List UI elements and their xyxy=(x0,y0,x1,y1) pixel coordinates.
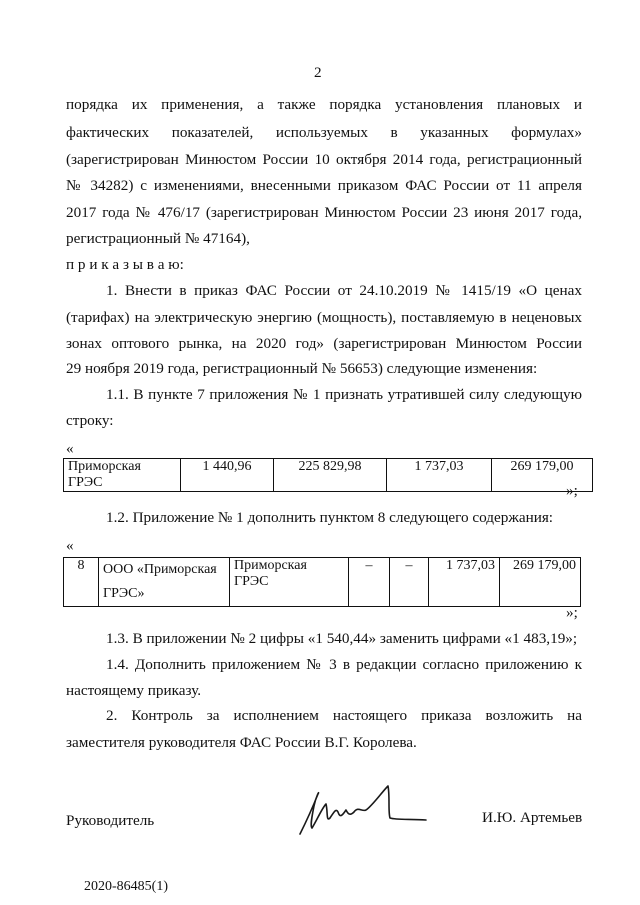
item13-text: 1.3. В приложении № 2 цифры «1 540,44» заменить цифрами «1 483,19»; xyxy=(106,630,578,647)
cell-value-1: 1 737,03 xyxy=(429,558,500,607)
open-quote-2: « xyxy=(66,537,74,554)
cell-value-2: 225 829,98 xyxy=(274,459,387,492)
item2-line-2: заместителя руководителя ФАС России В.Г. Королева. xyxy=(66,734,417,751)
intro-line-1: порядка их применения, а также порядка установления плановых и xyxy=(66,96,582,113)
close-quote-1: »; xyxy=(566,482,578,499)
handwritten-signature-icon xyxy=(292,782,432,842)
intro-line-5: 2017 года № 476/17 (зарегистрирован Минюстом России 23 июня 2017 года, xyxy=(66,204,582,221)
item14-line-2: настоящему приказу. xyxy=(66,682,202,699)
table-removed-row xyxy=(63,458,593,492)
table-added-row xyxy=(63,557,581,607)
table-row xyxy=(64,558,581,607)
cell-org-line-2: ГРЭС» xyxy=(103,586,145,601)
cell-value-1: 1 440,96 xyxy=(181,459,274,492)
cell-value-2: 269 179,00 xyxy=(500,558,581,607)
document-code: 2020-86485(1) xyxy=(84,879,168,894)
intro-line-4: № 34282) с изменениями, внесенными приказом ФАС России от 11 апреля xyxy=(66,177,582,194)
item12-text: 1.2. Приложение № 1 дополнить пунктом 8 следующего содержания: xyxy=(106,509,554,526)
cell-org xyxy=(99,558,230,607)
item1-line-3: зонах оптового рынка, на 2020 год» (зарегистрирован Минюстом России xyxy=(66,335,582,352)
cell-org-line-1: ООО «Приморская xyxy=(103,562,217,577)
signatory-title: Руководитель xyxy=(66,812,155,829)
page-number: 2 xyxy=(314,64,322,81)
cell-value-3: 1 737,03 xyxy=(387,459,492,492)
intro-line-3: (зарегистрирован Минюстом России 10 октября 2014 года, регистрационный xyxy=(66,151,582,168)
item1-line-4: 29 ноября 2019 года, регистрационный № 56653) следующие изменения: xyxy=(66,360,538,377)
item1-line-2: (тарифах) на электрическую энергию (мощность), поставляемую в неценовых xyxy=(66,309,582,326)
cell-num: 8 xyxy=(64,558,99,607)
close-quote-2: »; xyxy=(566,604,578,621)
cell-dash-2: – xyxy=(390,558,429,607)
table-row xyxy=(64,459,593,492)
intro-line-2: фактических показателей, используемых в указанных формулах» xyxy=(66,124,582,141)
open-quote-1: « xyxy=(66,440,74,457)
item14-line-1: 1.4. Дополнить приложением № 3 в редакции согласно приложению к xyxy=(106,656,582,673)
item11-line-2: строку: xyxy=(66,412,114,429)
item2-line-1: 2. Контроль за исполнением настоящего приказа возложить на xyxy=(106,707,582,724)
item11-line-1: 1.1. В пункте 7 приложения № 1 признать утратившей силу следующую xyxy=(106,386,582,403)
intro-line-6: регистрационный № 47164), xyxy=(66,230,250,247)
cell-dash-1: – xyxy=(349,558,390,607)
signatory-name: И.Ю. Артемьев xyxy=(482,809,583,826)
item1-line-1: 1. Внести в приказ ФАС России от 24.10.2019 № 1415/19 «О ценах xyxy=(106,282,582,299)
orders-word: п р и к а з ы в а ю: xyxy=(66,256,184,273)
cell-station: Приморская ГРЭС xyxy=(64,459,181,492)
cell-value-4: 269 179,00 xyxy=(492,459,593,492)
cell-station: Приморская ГРЭС xyxy=(230,558,349,607)
